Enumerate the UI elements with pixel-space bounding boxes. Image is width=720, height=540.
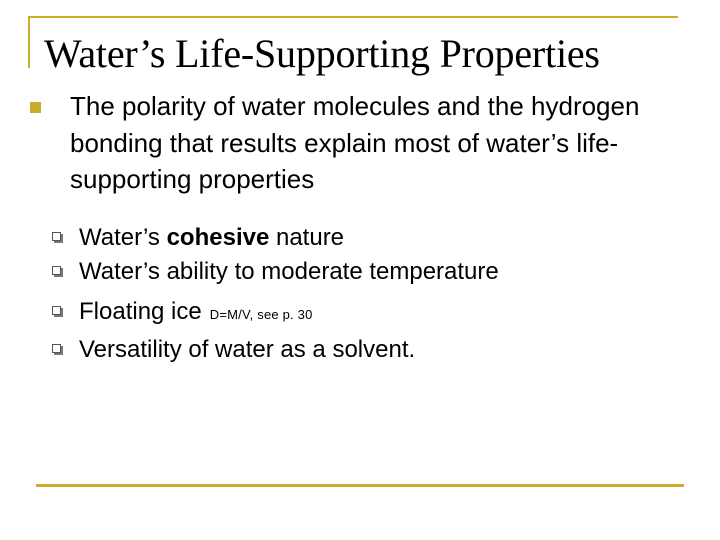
box-bullet-icon (52, 232, 61, 241)
sub-point-text-start: Water’s (79, 224, 167, 251)
box-bullet-icon (52, 306, 61, 315)
sub-point-solvent (0, 333, 700, 367)
sub-point-text (79, 221, 344, 255)
left-rule (28, 16, 30, 68)
top-rule (28, 16, 678, 18)
sub-point-note: D=M/V, see p. 30 (209, 307, 313, 322)
square-bullet-icon (30, 102, 41, 113)
sub-point-text: Versatility of water as a solvent. (79, 336, 416, 363)
sub-point-floating-ice (0, 295, 700, 329)
sub-point-text (79, 295, 313, 332)
sub-point-bold-term: cohesive (166, 224, 270, 251)
sub-point-text-end: nature (269, 224, 345, 251)
sub-point-temperature (0, 255, 700, 289)
sub-point-cohesive (0, 221, 700, 255)
main-point-text: The polarity of water molecules and the hydrogen bonding that results explain most of water’s life-supporting properties (70, 91, 640, 194)
sub-point-main: Floating ice (79, 298, 202, 325)
box-bullet-icon (52, 266, 61, 275)
box-bullet-icon (52, 344, 61, 353)
bottom-rule (36, 484, 684, 487)
sub-point-text: Water’s ability to moderate temperature (79, 258, 499, 285)
slide-title: Water’s Life-Supporting Properties (44, 31, 600, 76)
